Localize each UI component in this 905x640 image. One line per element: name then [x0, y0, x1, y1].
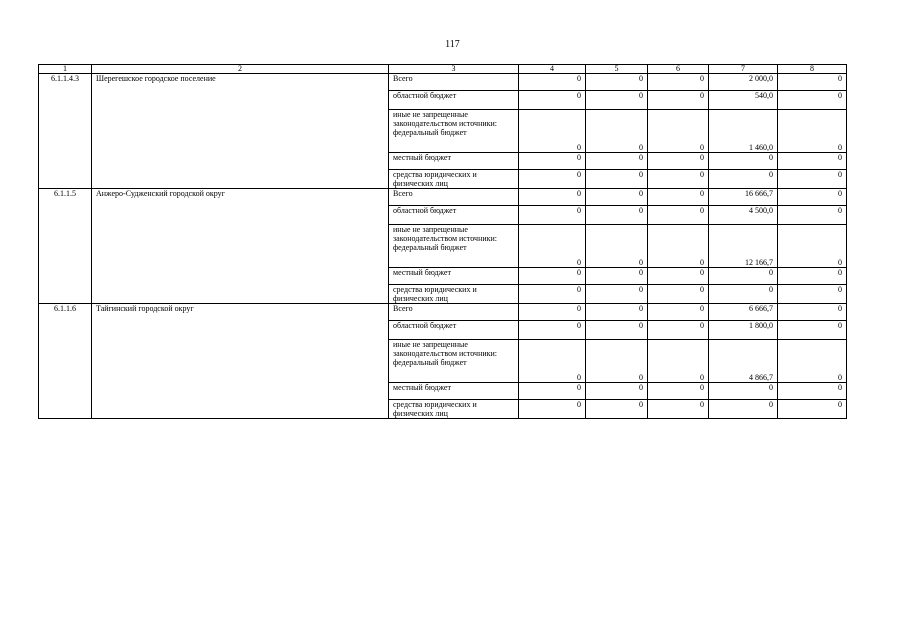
page-number: 117	[445, 39, 460, 50]
value-col-4: 0	[519, 268, 586, 285]
value-col-5: 0	[586, 170, 648, 189]
funding-source-regional: областной бюджет	[389, 321, 519, 340]
column-header-1: 1	[39, 65, 92, 74]
item-code: 6.1.1.5	[39, 189, 92, 304]
value-col-8: 0	[778, 268, 847, 285]
value-col-5: 0	[586, 321, 648, 340]
funding-source-regional: областной бюджет	[389, 206, 519, 225]
value-col-8: 0	[778, 110, 847, 153]
value-col-6: 0	[648, 383, 709, 400]
value-col-4: 0	[519, 321, 586, 340]
funding-source-local: местный бюджет	[389, 383, 519, 400]
value-col-4: 0	[519, 189, 586, 206]
value-col-7: 6 666,7	[709, 304, 778, 321]
value-col-7: 540,0	[709, 91, 778, 110]
value-col-7: 1 460,0	[709, 110, 778, 153]
value-col-6: 0	[648, 304, 709, 321]
value-col-4: 0	[519, 383, 586, 400]
value-col-4: 0	[519, 400, 586, 419]
value-col-4: 0	[519, 206, 586, 225]
value-col-4: 0	[519, 91, 586, 110]
value-col-6: 0	[648, 225, 709, 268]
value-col-6: 0	[648, 153, 709, 170]
value-col-5: 0	[586, 110, 648, 153]
value-col-7: 12 166,7	[709, 225, 778, 268]
funding-source-federal	[389, 225, 519, 268]
column-header-2: 2	[92, 65, 389, 74]
table-row	[39, 74, 847, 91]
value-col-6: 0	[648, 400, 709, 419]
value-col-6: 0	[648, 340, 709, 383]
item-code: 6.1.1.6	[39, 304, 92, 419]
value-col-5: 0	[586, 383, 648, 400]
budget-table	[38, 64, 847, 419]
value-col-8: 0	[778, 91, 847, 110]
other-sources-heading: иные не запрещенные законодательством источники:	[393, 225, 498, 243]
value-col-6: 0	[648, 189, 709, 206]
value-col-4: 0	[519, 225, 586, 268]
value-col-8: 0	[778, 74, 847, 91]
value-col-8: 0	[778, 383, 847, 400]
funding-source-legal: средства юридических и физических лиц	[389, 400, 519, 419]
other-sources-heading: иные не запрещенные законодательством источники:	[393, 110, 498, 128]
other-sources-heading: иные не запрещенные законодательством источники:	[393, 340, 498, 358]
federal-budget-label: федеральный бюджет	[393, 358, 467, 367]
value-col-7: 0	[709, 383, 778, 400]
value-col-5: 0	[586, 268, 648, 285]
funding-source-total: Всего	[389, 189, 519, 206]
value-col-6: 0	[648, 206, 709, 225]
funding-source-legal: средства юридических и физических лиц	[389, 170, 519, 189]
column-header-8: 8	[778, 65, 847, 74]
value-col-7: 16 666,7	[709, 189, 778, 206]
funding-source-federal	[389, 340, 519, 383]
value-col-8: 0	[778, 189, 847, 206]
funding-source-federal	[389, 110, 519, 153]
value-col-8: 0	[778, 225, 847, 268]
column-header-7: 7	[709, 65, 778, 74]
value-col-7: 0	[709, 170, 778, 189]
value-col-6: 0	[648, 91, 709, 110]
value-col-6: 0	[648, 110, 709, 153]
federal-budget-label: федеральный бюджет	[393, 243, 467, 252]
value-col-4: 0	[519, 74, 586, 91]
value-col-6: 0	[648, 285, 709, 304]
value-col-8: 0	[778, 206, 847, 225]
column-number-row	[39, 65, 847, 74]
value-col-4: 0	[519, 170, 586, 189]
value-col-5: 0	[586, 189, 648, 206]
value-col-4: 0	[519, 153, 586, 170]
value-col-4: 0	[519, 110, 586, 153]
value-col-4: 0	[519, 340, 586, 383]
item-name: Шерегешское городское поселение	[92, 74, 389, 189]
table-row	[39, 189, 847, 206]
column-header-5: 5	[586, 65, 648, 74]
value-col-5: 0	[586, 400, 648, 419]
column-header-3: 3	[389, 65, 519, 74]
value-col-5: 0	[586, 91, 648, 110]
column-header-4: 4	[519, 65, 586, 74]
value-col-8: 0	[778, 153, 847, 170]
value-col-6: 0	[648, 268, 709, 285]
value-col-6: 0	[648, 170, 709, 189]
value-col-7: 0	[709, 268, 778, 285]
value-col-5: 0	[586, 153, 648, 170]
funding-source-total: Всего	[389, 74, 519, 91]
item-name: Тайгинский городской округ	[92, 304, 389, 419]
value-col-8: 0	[778, 304, 847, 321]
value-col-8: 0	[778, 285, 847, 304]
value-col-5: 0	[586, 74, 648, 91]
funding-source-local: местный бюджет	[389, 153, 519, 170]
value-col-7: 2 000,0	[709, 74, 778, 91]
value-col-7: 1 800,0	[709, 321, 778, 340]
value-col-5: 0	[586, 304, 648, 321]
value-col-8: 0	[778, 321, 847, 340]
value-col-5: 0	[586, 225, 648, 268]
value-col-8: 0	[778, 400, 847, 419]
item-name: Анжеро-Судженский городской округ	[92, 189, 389, 304]
item-code: 6.1.1.4.3	[39, 74, 92, 189]
column-header-6: 6	[648, 65, 709, 74]
value-col-6: 0	[648, 74, 709, 91]
value-col-7: 0	[709, 153, 778, 170]
value-col-7: 0	[709, 285, 778, 304]
value-col-5: 0	[586, 206, 648, 225]
funding-source-regional: областной бюджет	[389, 91, 519, 110]
value-col-5: 0	[586, 340, 648, 383]
funding-source-legal: средства юридических и физических лиц	[389, 285, 519, 304]
value-col-8: 0	[778, 170, 847, 189]
value-col-6: 0	[648, 321, 709, 340]
federal-budget-label: федеральный бюджет	[393, 128, 467, 137]
funding-source-total: Всего	[389, 304, 519, 321]
funding-source-local: местный бюджет	[389, 268, 519, 285]
value-col-7: 4 866,7	[709, 340, 778, 383]
value-col-8: 0	[778, 340, 847, 383]
table-row	[39, 304, 847, 321]
value-col-5: 0	[586, 285, 648, 304]
value-col-7: 4 500,0	[709, 206, 778, 225]
value-col-4: 0	[519, 304, 586, 321]
value-col-7: 0	[709, 400, 778, 419]
value-col-4: 0	[519, 285, 586, 304]
